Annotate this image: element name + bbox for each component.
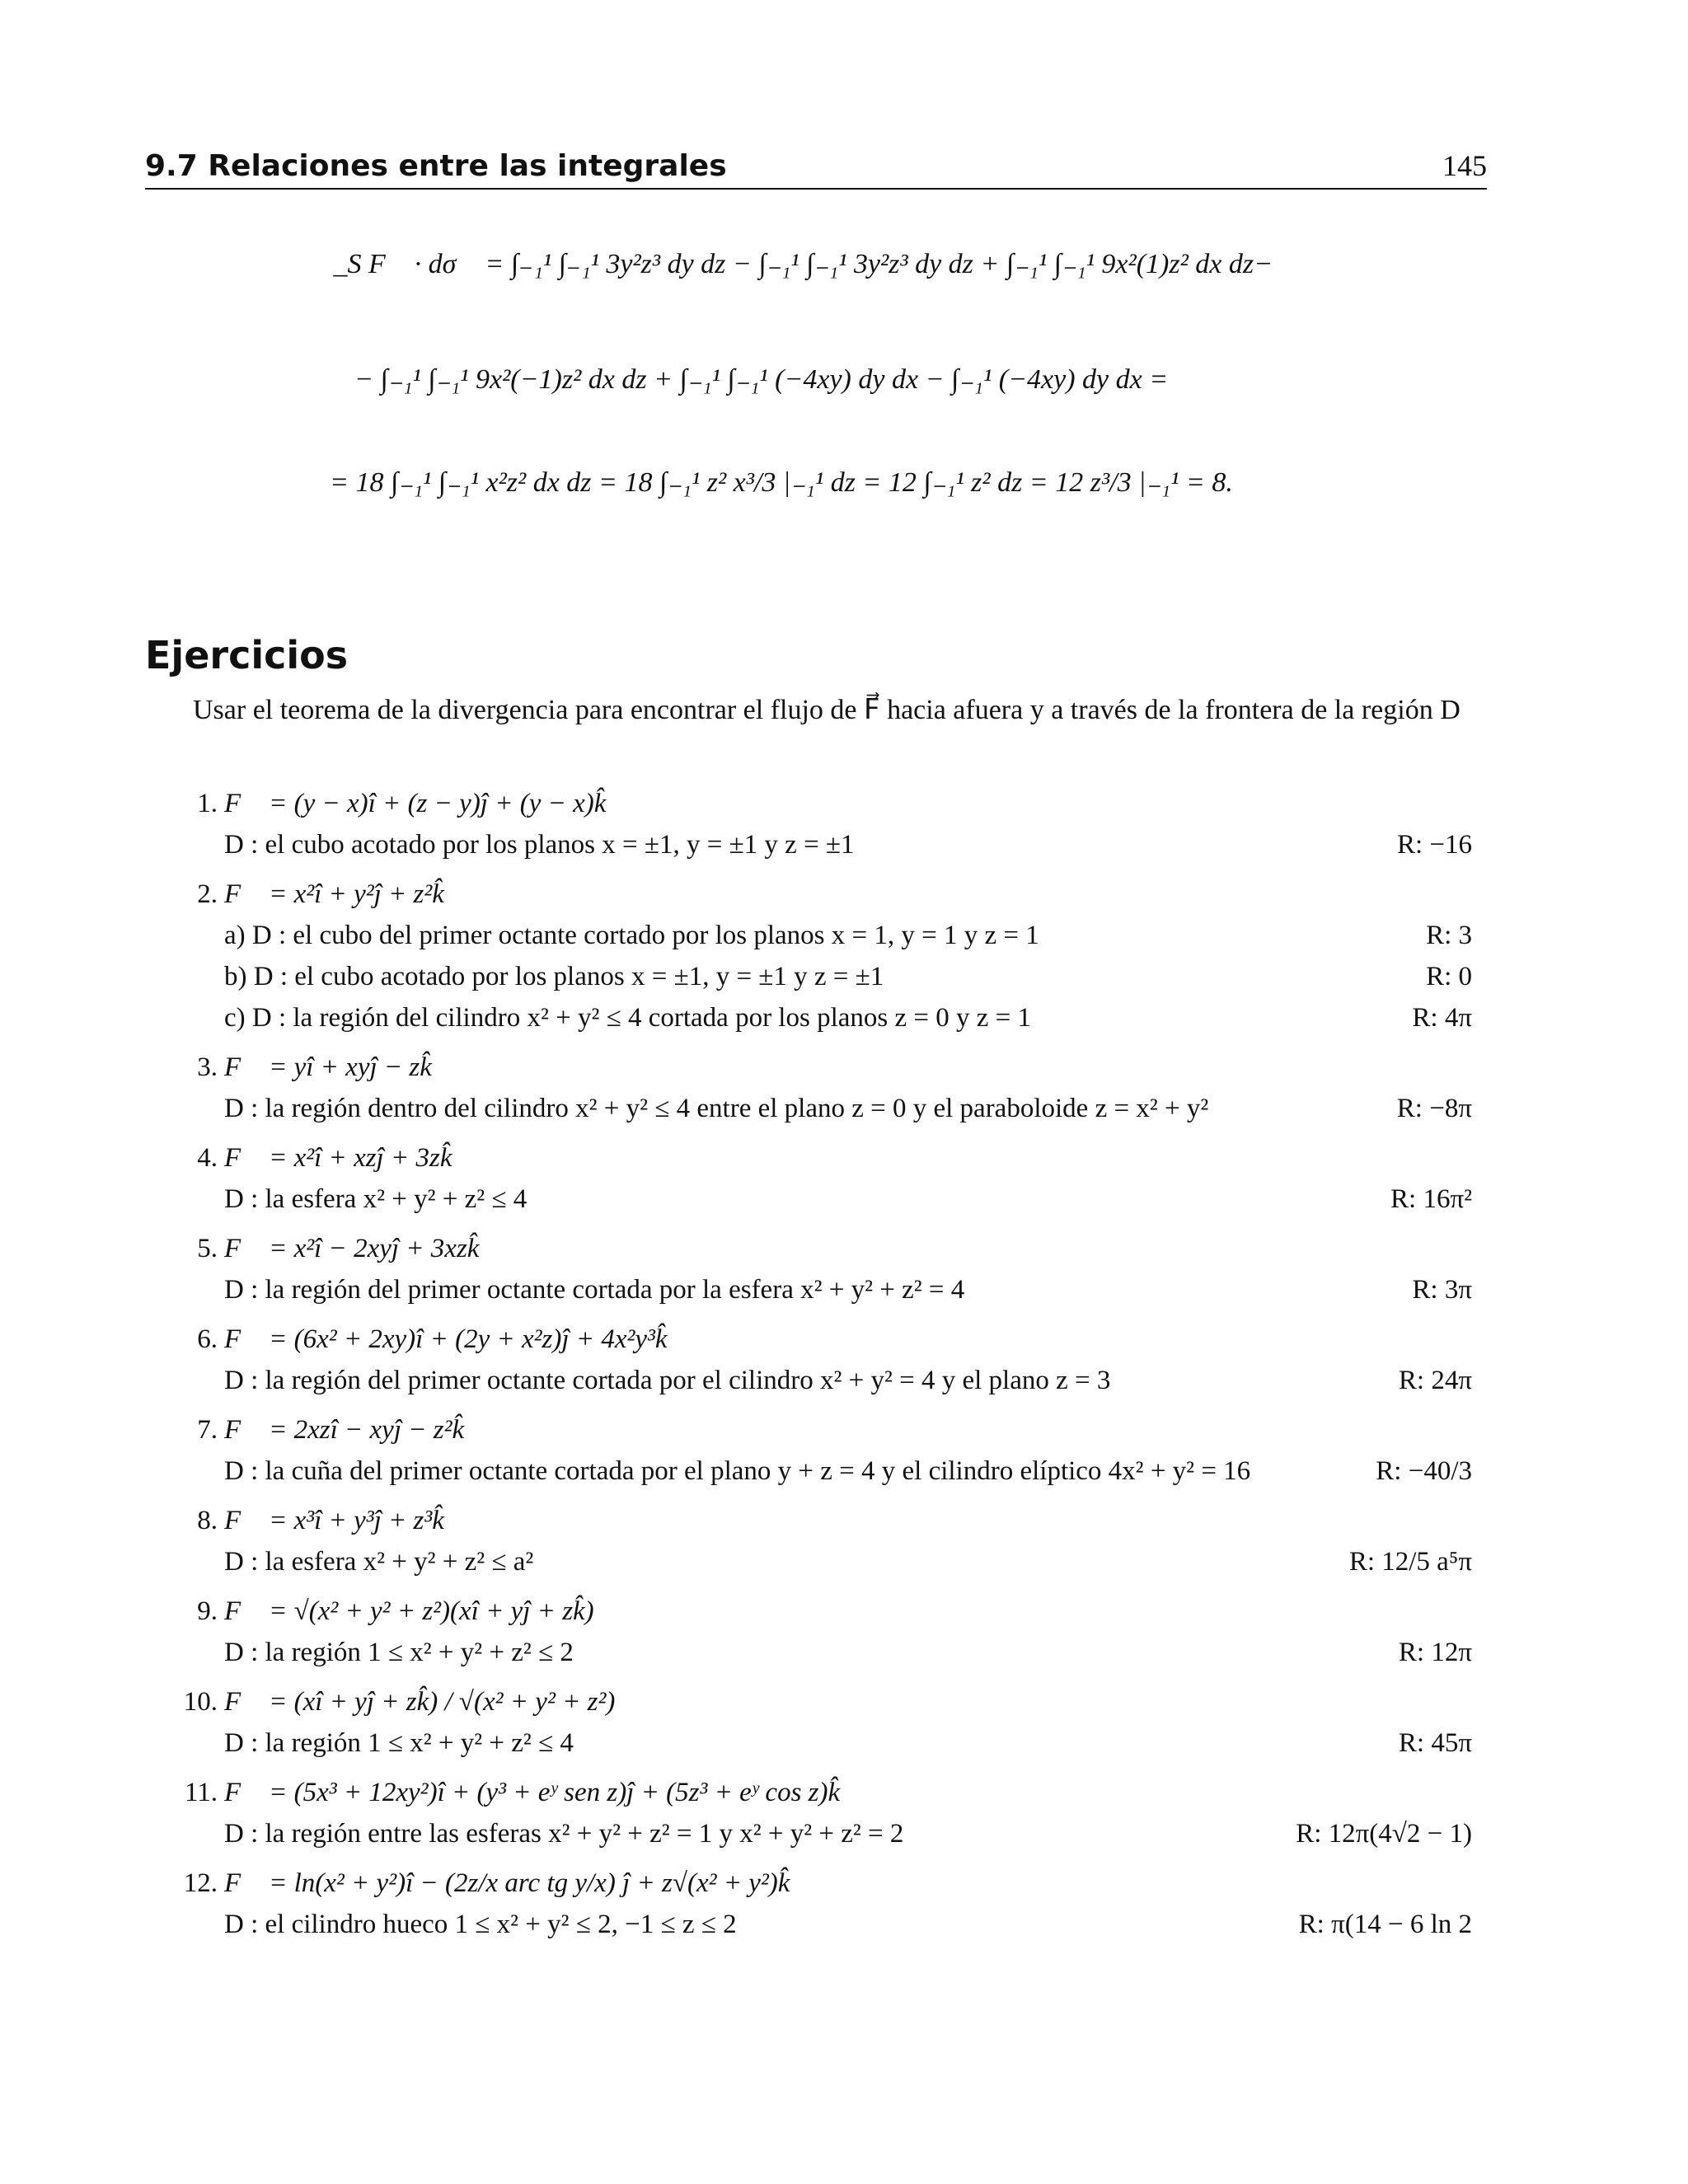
- section-intro: Usar el teorema de la divergencia para encontrar el flujo de F⃗ hacia afuera y a través de la frontera de la región D: [193, 695, 1461, 725]
- exercise-answer: R: −8π: [1396, 1094, 1472, 1123]
- exercise-region-line: [224, 1451, 1472, 1492]
- exercise-item: [145, 1047, 1472, 1137]
- exercise-region: D : el cilindro hueco 1 ≤ x² + y² ≤ 2, −1 ≤ z ≤ 2: [224, 1910, 737, 1939]
- exercise-spacer: [145, 1220, 1472, 1228]
- exercise-answer: R: 4π: [1412, 1003, 1472, 1033]
- exercise-region-line: [224, 915, 1472, 956]
- exercise-region-line: [224, 1269, 1472, 1310]
- exercise-region: D : la región dentro del cilindro x² + y² ≤ 4 entre el plano z = 0 y el paraboloide z = x² + y²: [224, 1094, 1209, 1123]
- exercise-number: 5.: [197, 1234, 218, 1263]
- exercise-number: 12.: [183, 1868, 218, 1898]
- exercise-number: 9.: [197, 1596, 218, 1626]
- exercise-number: 1.: [197, 789, 218, 818]
- exercise-field: F⃗ = (xî + yĵ + zk̂) / √(x² + y² + z²): [224, 1687, 616, 1717]
- exercise-field: F⃗ = x²î + y²ĵ + z²k̂: [224, 879, 444, 909]
- exercise-spacer: [145, 1764, 1472, 1772]
- exercise-field-line: [145, 1591, 1472, 1632]
- exercise-region: D : el cubo acotado por los planos x = ±1, y = ±1 y z = ±1: [224, 830, 855, 860]
- exercise-region-line: [224, 1904, 1472, 1945]
- exercise-region: D : la esfera x² + y² + z² ≤ a²: [224, 1547, 534, 1577]
- exercise-item: [145, 1500, 1472, 1591]
- exercise-item: [145, 874, 1472, 1047]
- exercise-region-line: [224, 1813, 1472, 1854]
- exercise-region-line: [224, 1722, 1472, 1764]
- exercise-region: b) D : el cubo acotado por los planos x = ±1, y = ±1 y z = ±1: [224, 962, 884, 991]
- exercise-field-line: [145, 1500, 1472, 1541]
- exercise-field: F⃗ = x³î + y³ĵ + z³k̂: [224, 1506, 444, 1535]
- exercise-field-line: [145, 1137, 1472, 1179]
- exercise-region-line: [224, 1541, 1472, 1582]
- exercise-field-line: [145, 1228, 1472, 1269]
- exercise-item: [145, 1681, 1472, 1772]
- exercise-region: D : la esfera x² + y² + z² ≤ 4: [224, 1184, 528, 1214]
- exercise-region: D : la región del primer octante cortada por el cilindro x² + y² = 4 y el plano z = 3: [224, 1366, 1111, 1395]
- exercise-region-line: [224, 824, 1472, 865]
- exercise-field-line: [145, 874, 1472, 915]
- exercise-field-line: [145, 1409, 1472, 1451]
- exercise-item: [145, 783, 1472, 874]
- exercise-field-line: [145, 1681, 1472, 1722]
- exercise-item: [145, 1228, 1472, 1319]
- exercise-region-line: [224, 1360, 1472, 1401]
- exercise-item: [145, 1319, 1472, 1409]
- exercise-spacer: [145, 1854, 1472, 1863]
- exercise-spacer: [145, 1401, 1472, 1409]
- exercise-answer: R: π(14 − 6 ln 2: [1298, 1910, 1472, 1939]
- section-title: Ejercicios: [145, 633, 349, 677]
- exercise-spacer: [145, 1038, 1472, 1047]
- exercise-region-line: [224, 1088, 1472, 1129]
- exercise-field-line: [145, 1319, 1472, 1360]
- exercise-answer: R: −16: [1396, 830, 1472, 860]
- exercise-number: 8.: [197, 1506, 218, 1535]
- exercise-field: F⃗ = x²î − 2xyĵ + 3xzk̂: [224, 1234, 480, 1263]
- exercise-field: F⃗ = ln(x² + y²)î − (2z/x arc tg y/x) ĵ + z√(x² + y²)k̂: [224, 1868, 790, 1898]
- exercise-field: F⃗ = √(x² + y² + z²)(xî + yĵ + zk̂): [224, 1596, 594, 1626]
- exercise-region: D : la cuña del primer octante cortada por el plano y + z = 4 y el cilindro elíptico 4x² + y² = 16: [224, 1456, 1251, 1486]
- page-number: 145: [1442, 149, 1487, 182]
- exercise-region: a) D : el cubo del primer octante cortado por los planos x = 1, y = 1 y z = 1: [224, 921, 1039, 950]
- exercise-region-line: [224, 1632, 1472, 1673]
- exercise-spacer: [145, 1492, 1472, 1500]
- running-head: [145, 142, 1487, 190]
- exercise-field: F⃗ = (5x³ + 12xy²)î + (y³ + eʸ sen z)ĵ + (5z³ + eʸ cos z)k̂: [224, 1778, 841, 1807]
- exercise-list: [145, 783, 1472, 1953]
- running-head-title: 9.7 Relaciones entre las integrales: [145, 149, 727, 183]
- exercise-number: 4.: [197, 1143, 218, 1173]
- exercise-field: F⃗ = (y − x)î + (z − y)ĵ + (y − x)k̂: [224, 789, 607, 818]
- exercise-field-line: [145, 1772, 1472, 1813]
- exercise-item: [145, 1772, 1472, 1863]
- exercise-item: [145, 1863, 1472, 1953]
- equation-line-2: − ∫₋₁¹ ∫₋₁¹ 9x²(−1)z² dx dz + ∫₋₁¹ ∫₋₁¹ (−4xy) dy dx − ∫₋₁¹ (−4xy) dy dx =: [354, 364, 1169, 395]
- exercise-region: c) D : la región del cilindro x² + y² ≤ 4 cortada por los planos z = 0 y z = 1: [224, 1003, 1031, 1033]
- exercise-answer: R: 3: [1426, 921, 1472, 950]
- exercise-spacer: [145, 1673, 1472, 1681]
- exercise-answer: R: 3π: [1412, 1275, 1472, 1305]
- exercise-region: D : la región del primer octante cortada por la esfera x² + y² + z² = 4: [224, 1275, 965, 1305]
- exercise-spacer: [145, 1582, 1472, 1591]
- exercise-number: 7.: [197, 1415, 218, 1445]
- exercise-field: F⃗ = yî + xyĵ − zk̂: [224, 1052, 432, 1082]
- exercise-region-line: [224, 1179, 1472, 1220]
- exercise-item: [145, 1137, 1472, 1228]
- exercise-answer: R: 12π: [1398, 1638, 1472, 1667]
- equation-line-3: = 18 ∫₋₁¹ ∫₋₁¹ x²z² dx dz = 18 ∫₋₁¹ z² x³/3 |₋₁¹ dz = 12 ∫₋₁¹ z² dz = 12 z³/3 |₋₁¹ = 8.: [330, 467, 1233, 498]
- exercise-field-line: [145, 783, 1472, 824]
- exercise-region: D : la región 1 ≤ x² + y² + z² ≤ 2: [224, 1638, 574, 1667]
- exercise-number: 3.: [197, 1052, 218, 1082]
- exercise-answer: R: −40/3: [1376, 1456, 1472, 1486]
- exercise-item: [145, 1409, 1472, 1500]
- exercise-field: F⃗ = x²î + xzĵ + 3zk̂: [224, 1143, 452, 1173]
- exercise-number: 10.: [183, 1687, 218, 1717]
- exercise-answer: R: 24π: [1398, 1366, 1472, 1395]
- equation-line-1: ∯_S F⃗ · dσ⃗ = ∫₋₁¹ ∫₋₁¹ 3y²z³ dy dz − ∫₋₁¹ ∫₋₁¹ 3y²z³ dy dz + ∫₋₁¹ ∫₋₁¹ 9x²(1)z² dx dz−: [312, 249, 1273, 279]
- exercise-spacer: [145, 1310, 1472, 1319]
- exercise-answer: R: 16π²: [1390, 1184, 1472, 1214]
- exercise-region: D : la región entre las esferas x² + y² + z² = 1 y x² + y² + z² = 2: [224, 1819, 904, 1849]
- exercise-field-line: [145, 1863, 1472, 1904]
- exercise-region-line: [224, 997, 1472, 1038]
- exercise-spacer: [145, 1129, 1472, 1137]
- exercise-field: F⃗ = 2xzî − xyĵ − z²k̂: [224, 1415, 465, 1445]
- exercise-region-line: [224, 956, 1472, 997]
- exercise-number: 2.: [197, 879, 218, 909]
- exercise-answer: R: 45π: [1398, 1728, 1472, 1758]
- exercise-number: 11.: [184, 1778, 218, 1807]
- exercise-answer: R: 12π(4√2 − 1): [1296, 1819, 1472, 1849]
- exercise-number: 6.: [197, 1324, 218, 1354]
- exercise-spacer: [145, 865, 1472, 874]
- exercise-answer: R: 12/5 a⁵π: [1348, 1547, 1472, 1577]
- exercise-field: F⃗ = (6x² + 2xy)î + (2y + x²z)ĵ + 4x²y³k̂: [224, 1324, 668, 1354]
- exercise-field-line: [145, 1047, 1472, 1088]
- exercise-item: [145, 1591, 1472, 1681]
- exercise-answer: R: 0: [1426, 962, 1472, 991]
- exercise-region: D : la región 1 ≤ x² + y² + z² ≤ 4: [224, 1728, 574, 1758]
- exercise-spacer: [145, 1945, 1472, 1953]
